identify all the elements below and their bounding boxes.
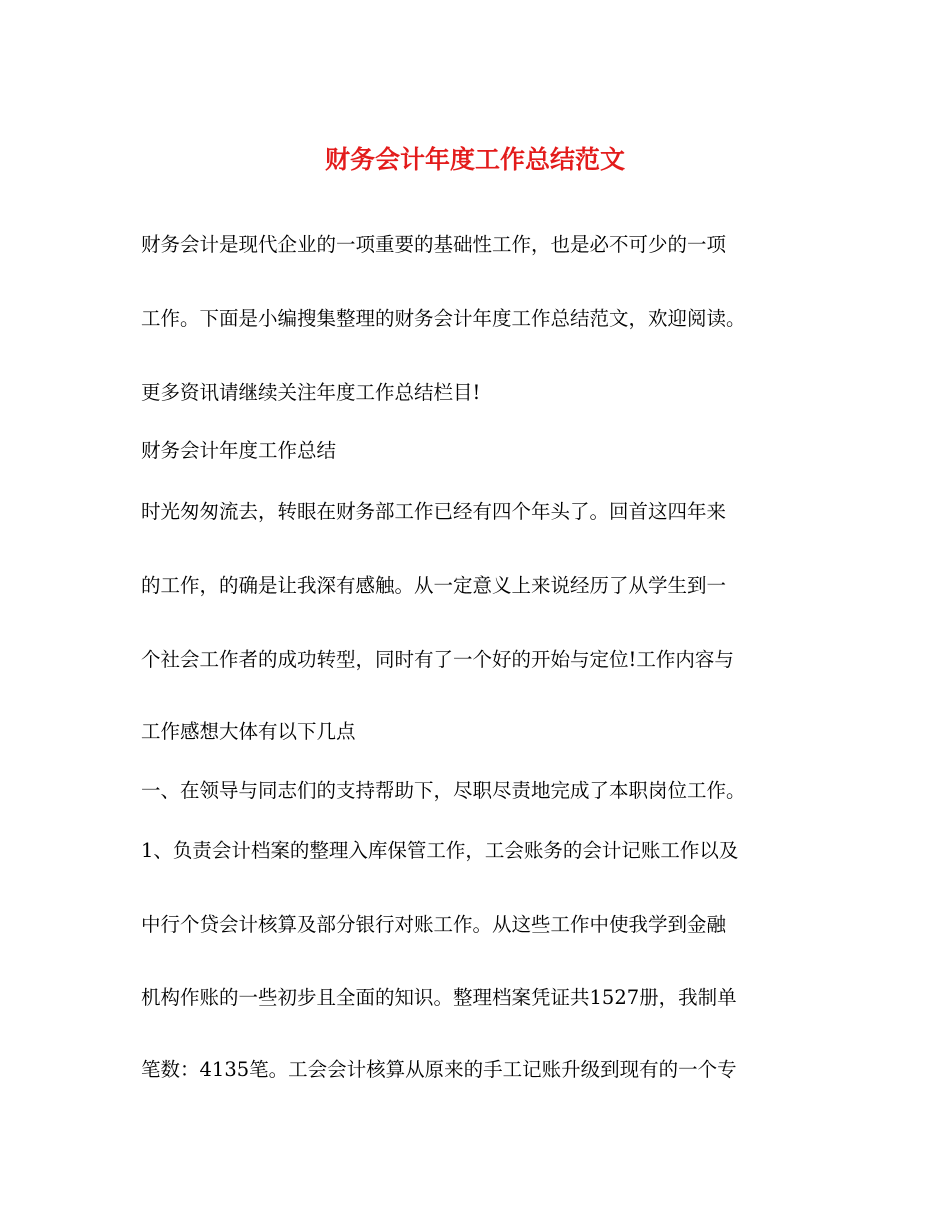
body-line: 笔数：4135笔。工会会计核算从原来的手工记账升级到现有的一个专 [141,1058,737,1081]
body-line: 中行个贷会计核算及部分银行对账工作。从这些工作中使我学到金融 [141,913,727,936]
document-title: 财务会计年度工作总结范文 [324,145,625,174]
body-line: 一、在领导与同志们的支持帮助下，尽职尽责地完成了本职岗位工作。 [141,779,746,802]
body-line: 时光匆匆流去，转眼在财务部工作已经有四个年头了。回首这四年来 [141,500,727,523]
body-line: 财务会计是现代企业的一项重要的基础性工作，也是必不可少的一项 [141,233,727,256]
body-line: 更多资讯请继续关注年度工作总结栏目! [141,381,481,404]
section-heading: 财务会计年度工作总结 [141,439,337,462]
body-line: 工作感想大体有以下几点 [141,720,356,743]
body-line: 个社会工作者的成功转型，同时有了一个好的开始与定位!工作内容与 [141,648,734,671]
body-line: 机构作账的一些初步且全面的知识。整理档案凭证共1527册，我制单 [141,986,737,1009]
body-line: 的工作，的确是让我深有感触。从一定意义上来说经历了从学生到一 [141,574,727,597]
body-line: 1、负责会计档案的整理入库保管工作，工会账务的会计记账工作以及 [141,839,739,862]
body-line: 工作。下面是小编搜集整理的财务会计年度工作总结范文，欢迎阅读。 [141,307,746,330]
